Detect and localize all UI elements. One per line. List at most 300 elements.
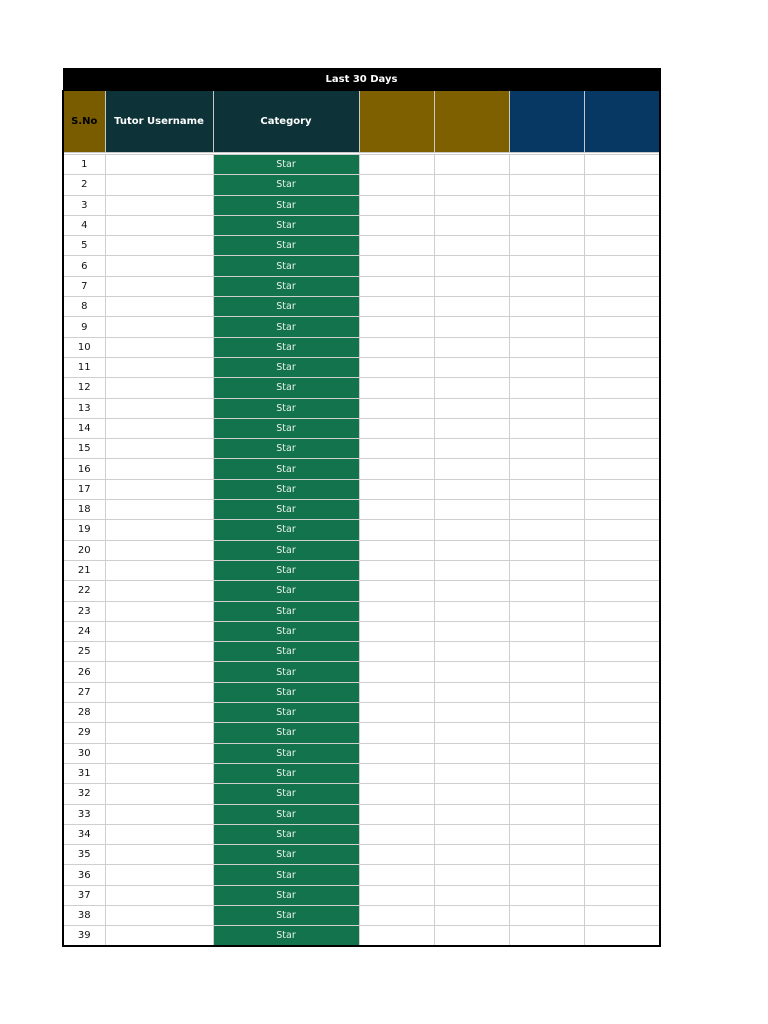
table-row (63, 215, 660, 235)
cell-category[interactable]: Star (213, 540, 359, 560)
cell-tutor-username[interactable] (105, 215, 213, 235)
cell-col-6[interactable] (509, 337, 584, 357)
cell-col-5[interactable] (434, 743, 509, 763)
cell-category[interactable]: Star (213, 357, 359, 377)
header-blue-1[interactable] (509, 91, 584, 153)
cell-col-6[interactable] (509, 175, 584, 195)
cell-tutor-username[interactable] (105, 682, 213, 702)
cell-category[interactable]: Star (213, 418, 359, 438)
cell-tutor-username[interactable] (105, 601, 213, 621)
cell-col-5[interactable] (434, 784, 509, 804)
cell-category[interactable]: Star (213, 621, 359, 641)
cell-sno[interactable]: 17 (63, 479, 105, 499)
cell-category[interactable]: Star (213, 256, 359, 276)
cell-tutor-username[interactable] (105, 865, 213, 885)
cell-tutor-username[interactable] (105, 195, 213, 215)
cell-category[interactable]: Star (213, 865, 359, 885)
cell-col-5[interactable] (434, 723, 509, 743)
cell-col-7[interactable] (584, 763, 660, 783)
cell-col-7[interactable] (584, 905, 660, 925)
cell-sno[interactable]: 36 (63, 865, 105, 885)
cell-col-4[interactable] (359, 926, 434, 946)
cell-category[interactable]: Star (213, 804, 359, 824)
cell-tutor-username[interactable] (105, 905, 213, 925)
cell-col-6[interactable] (509, 703, 584, 723)
cell-col-7[interactable] (584, 479, 660, 499)
cell-sno[interactable]: 38 (63, 905, 105, 925)
cell-col-4[interactable] (359, 439, 434, 459)
cell-col-4[interactable] (359, 784, 434, 804)
cell-col-4[interactable] (359, 642, 434, 662)
cell-sno[interactable]: 4 (63, 215, 105, 235)
cell-col-6[interactable] (509, 317, 584, 337)
cell-category[interactable]: Star (213, 743, 359, 763)
cell-col-4[interactable] (359, 215, 434, 235)
cell-col-5[interactable] (434, 357, 509, 377)
cell-category[interactable]: Star (213, 459, 359, 479)
cell-col-5[interactable] (434, 926, 509, 946)
cell-col-6[interactable] (509, 763, 584, 783)
header-gold-2[interactable] (434, 91, 509, 153)
cell-col-6[interactable] (509, 784, 584, 804)
header-sno[interactable]: S.No (63, 91, 105, 153)
cell-col-4[interactable] (359, 155, 434, 175)
cell-col-5[interactable] (434, 621, 509, 641)
cell-tutor-username[interactable] (105, 763, 213, 783)
cell-col-7[interactable] (584, 317, 660, 337)
cell-col-5[interactable] (434, 479, 509, 499)
cell-category[interactable]: Star (213, 824, 359, 844)
table-row (63, 439, 660, 459)
cell-col-7[interactable] (584, 642, 660, 662)
cell-col-5[interactable] (434, 703, 509, 723)
cell-category[interactable]: Star (213, 926, 359, 946)
cell-category[interactable]: Star (213, 500, 359, 520)
cell-category[interactable]: Star (213, 276, 359, 296)
cell-sno[interactable]: 35 (63, 845, 105, 865)
cell-category[interactable]: Star (213, 337, 359, 357)
cell-col-6[interactable] (509, 357, 584, 377)
cell-col-6[interactable] (509, 926, 584, 946)
cell-sno[interactable]: 9 (63, 317, 105, 337)
cell-sno[interactable]: 33 (63, 804, 105, 824)
cell-col-4[interactable] (359, 317, 434, 337)
cell-col-5[interactable] (434, 418, 509, 438)
cell-col-6[interactable] (509, 601, 584, 621)
cell-col-5[interactable] (434, 256, 509, 276)
cell-col-4[interactable] (359, 763, 434, 783)
cell-col-6[interactable] (509, 865, 584, 885)
cell-col-4[interactable] (359, 581, 434, 601)
cell-tutor-username[interactable] (105, 459, 213, 479)
cell-col-7[interactable] (584, 703, 660, 723)
cell-col-7[interactable] (584, 520, 660, 540)
cell-category[interactable]: Star (213, 398, 359, 418)
cell-col-5[interactable] (434, 398, 509, 418)
cell-col-5[interactable] (434, 297, 509, 317)
cell-tutor-username[interactable] (105, 824, 213, 844)
cell-col-6[interactable] (509, 743, 584, 763)
cell-col-5[interactable] (434, 155, 509, 175)
cell-sno[interactable]: 10 (63, 337, 105, 357)
cell-col-7[interactable] (584, 500, 660, 520)
cell-col-5[interactable] (434, 459, 509, 479)
cell-sno[interactable]: 27 (63, 682, 105, 702)
table-row (63, 621, 660, 641)
cell-col-7[interactable] (584, 418, 660, 438)
cell-tutor-username[interactable] (105, 926, 213, 946)
cell-category[interactable]: Star (213, 439, 359, 459)
cell-col-5[interactable] (434, 763, 509, 783)
cell-col-6[interactable] (509, 256, 584, 276)
cell-category[interactable]: Star (213, 703, 359, 723)
cell-sno[interactable]: 21 (63, 560, 105, 580)
cell-col-6[interactable] (509, 824, 584, 844)
cell-col-7[interactable] (584, 784, 660, 804)
cell-col-7[interactable] (584, 865, 660, 885)
table-row (63, 703, 660, 723)
cell-col-6[interactable] (509, 195, 584, 215)
table-row (63, 175, 660, 195)
cell-tutor-username[interactable] (105, 703, 213, 723)
cell-tutor-username[interactable] (105, 845, 213, 865)
cell-sno[interactable]: 18 (63, 500, 105, 520)
header-gold-1[interactable] (359, 91, 434, 153)
cell-col-6[interactable] (509, 804, 584, 824)
cell-tutor-username[interactable] (105, 804, 213, 824)
table-row (63, 276, 660, 296)
cell-tutor-username[interactable] (105, 581, 213, 601)
cell-col-5[interactable] (434, 540, 509, 560)
cell-col-6[interactable] (509, 459, 584, 479)
cell-col-4[interactable] (359, 378, 434, 398)
cell-col-4[interactable] (359, 845, 434, 865)
cell-col-6[interactable] (509, 276, 584, 296)
table-row (63, 378, 660, 398)
table-row (63, 763, 660, 783)
cell-col-5[interactable] (434, 642, 509, 662)
header-blue-2[interactable] (584, 91, 660, 153)
cell-category[interactable]: Star (213, 601, 359, 621)
table-row (63, 479, 660, 499)
cell-tutor-username[interactable] (105, 236, 213, 256)
cell-col-6[interactable] (509, 845, 584, 865)
cell-col-4[interactable] (359, 337, 434, 357)
cell-col-5[interactable] (434, 601, 509, 621)
cell-category[interactable]: Star (213, 763, 359, 783)
cell-sno[interactable]: 8 (63, 297, 105, 317)
cell-category[interactable]: Star (213, 297, 359, 317)
cell-tutor-username[interactable] (105, 479, 213, 499)
cell-tutor-username[interactable] (105, 337, 213, 357)
cell-col-5[interactable] (434, 236, 509, 256)
cell-sno[interactable]: 12 (63, 378, 105, 398)
cell-tutor-username[interactable] (105, 418, 213, 438)
cell-col-7[interactable] (584, 175, 660, 195)
cell-category[interactable]: Star (213, 215, 359, 235)
cell-col-5[interactable] (434, 865, 509, 885)
cell-sno[interactable]: 39 (63, 926, 105, 946)
cell-col-4[interactable] (359, 520, 434, 540)
cell-sno[interactable]: 2 (63, 175, 105, 195)
cell-sno[interactable]: 11 (63, 357, 105, 377)
cell-col-7[interactable] (584, 276, 660, 296)
cell-col-7[interactable] (584, 236, 660, 256)
cell-col-6[interactable] (509, 723, 584, 743)
cell-col-6[interactable] (509, 682, 584, 702)
cell-tutor-username[interactable] (105, 723, 213, 743)
cell-category[interactable]: Star (213, 520, 359, 540)
cell-tutor-username[interactable] (105, 439, 213, 459)
cell-col-5[interactable] (434, 175, 509, 195)
cell-sno[interactable]: 31 (63, 763, 105, 783)
cell-col-5[interactable] (434, 215, 509, 235)
table-row (63, 560, 660, 580)
cell-col-7[interactable] (584, 743, 660, 763)
cell-col-6[interactable] (509, 621, 584, 641)
cell-col-7[interactable] (584, 581, 660, 601)
cell-col-5[interactable] (434, 885, 509, 905)
cell-col-7[interactable] (584, 256, 660, 276)
cell-col-7[interactable] (584, 357, 660, 377)
cell-col-4[interactable] (359, 621, 434, 641)
cell-tutor-username[interactable] (105, 784, 213, 804)
cell-col-6[interactable] (509, 885, 584, 905)
cell-sno[interactable]: 28 (63, 703, 105, 723)
cell-col-6[interactable] (509, 236, 584, 256)
cell-sno[interactable]: 13 (63, 398, 105, 418)
cell-sno[interactable]: 5 (63, 236, 105, 256)
cell-col-4[interactable] (359, 601, 434, 621)
cell-sno[interactable]: 3 (63, 195, 105, 215)
cell-tutor-username[interactable] (105, 520, 213, 540)
cell-col-6[interactable] (509, 662, 584, 682)
cell-sno[interactable]: 26 (63, 662, 105, 682)
cell-col-7[interactable] (584, 560, 660, 580)
cell-category[interactable]: Star (213, 784, 359, 804)
cell-category[interactable]: Star (213, 662, 359, 682)
cell-col-5[interactable] (434, 662, 509, 682)
cell-col-5[interactable] (434, 378, 509, 398)
cell-tutor-username[interactable] (105, 297, 213, 317)
cell-category[interactable]: Star (213, 560, 359, 580)
table-row (63, 317, 660, 337)
cell-col-7[interactable] (584, 398, 660, 418)
cell-col-6[interactable] (509, 479, 584, 499)
cell-col-7[interactable] (584, 885, 660, 905)
cell-col-5[interactable] (434, 824, 509, 844)
cell-category[interactable]: Star (213, 642, 359, 662)
cell-col-4[interactable] (359, 175, 434, 195)
cell-tutor-username[interactable] (105, 317, 213, 337)
cell-col-4[interactable] (359, 256, 434, 276)
cell-col-7[interactable] (584, 459, 660, 479)
cell-col-4[interactable] (359, 743, 434, 763)
cell-sno[interactable]: 34 (63, 824, 105, 844)
cell-col-6[interactable] (509, 378, 584, 398)
cell-col-4[interactable] (359, 703, 434, 723)
cell-col-5[interactable] (434, 845, 509, 865)
cell-col-6[interactable] (509, 297, 584, 317)
table-row (63, 155, 660, 175)
cell-category[interactable]: Star (213, 581, 359, 601)
header-category[interactable]: Category (213, 91, 359, 153)
cell-tutor-username[interactable] (105, 621, 213, 641)
cell-tutor-username[interactable] (105, 662, 213, 682)
cell-col-4[interactable] (359, 236, 434, 256)
cell-sno[interactable]: 19 (63, 520, 105, 540)
cell-col-4[interactable] (359, 540, 434, 560)
cell-tutor-username[interactable] (105, 743, 213, 763)
cell-col-4[interactable] (359, 723, 434, 743)
table-row (63, 520, 660, 540)
cell-sno[interactable]: 6 (63, 256, 105, 276)
table-row (63, 642, 660, 662)
cell-col-4[interactable] (359, 479, 434, 499)
cell-tutor-username[interactable] (105, 155, 213, 175)
cell-tutor-username[interactable] (105, 885, 213, 905)
cell-col-5[interactable] (434, 439, 509, 459)
cell-category[interactable]: Star (213, 236, 359, 256)
cell-col-5[interactable] (434, 905, 509, 925)
cell-col-6[interactable] (509, 642, 584, 662)
cell-col-4[interactable] (359, 500, 434, 520)
cell-tutor-username[interactable] (105, 357, 213, 377)
cell-category[interactable]: Star (213, 723, 359, 743)
cell-tutor-username[interactable] (105, 642, 213, 662)
cell-col-6[interactable] (509, 398, 584, 418)
cell-col-4[interactable] (359, 560, 434, 580)
cell-col-7[interactable] (584, 439, 660, 459)
cell-col-6[interactable] (509, 439, 584, 459)
header-tutor-username[interactable]: Tutor Username (105, 91, 213, 153)
cell-col-4[interactable] (359, 865, 434, 885)
cell-col-6[interactable] (509, 520, 584, 540)
cell-col-5[interactable] (434, 276, 509, 296)
cell-sno[interactable]: 25 (63, 642, 105, 662)
cell-col-4[interactable] (359, 418, 434, 438)
cell-col-4[interactable] (359, 398, 434, 418)
table-row (63, 885, 660, 905)
cell-category[interactable]: Star (213, 155, 359, 175)
cell-sno[interactable]: 1 (63, 155, 105, 175)
cell-tutor-username[interactable] (105, 378, 213, 398)
cell-col-4[interactable] (359, 297, 434, 317)
cell-category[interactable]: Star (213, 378, 359, 398)
cell-category[interactable]: Star (213, 175, 359, 195)
cell-tutor-username[interactable] (105, 175, 213, 195)
cell-col-7[interactable] (584, 195, 660, 215)
cell-col-7[interactable] (584, 804, 660, 824)
cell-tutor-username[interactable] (105, 276, 213, 296)
cell-col-5[interactable] (434, 317, 509, 337)
cell-col-4[interactable] (359, 195, 434, 215)
cell-tutor-username[interactable] (105, 398, 213, 418)
cell-col-6[interactable] (509, 560, 584, 580)
cell-col-7[interactable] (584, 215, 660, 235)
cell-col-5[interactable] (434, 581, 509, 601)
cell-col-5[interactable] (434, 337, 509, 357)
cell-sno[interactable]: 14 (63, 418, 105, 438)
cell-col-4[interactable] (359, 357, 434, 377)
cell-col-7[interactable] (584, 845, 660, 865)
cell-category[interactable]: Star (213, 479, 359, 499)
cell-category[interactable]: Star (213, 682, 359, 702)
cell-col-6[interactable] (509, 418, 584, 438)
cell-col-4[interactable] (359, 824, 434, 844)
cell-sno[interactable]: 32 (63, 784, 105, 804)
cell-col-7[interactable] (584, 621, 660, 641)
cell-col-6[interactable] (509, 215, 584, 235)
cell-tutor-username[interactable] (105, 560, 213, 580)
cell-col-5[interactable] (434, 560, 509, 580)
cell-sno[interactable]: 16 (63, 459, 105, 479)
cell-col-6[interactable] (509, 905, 584, 925)
table-row (63, 398, 660, 418)
cell-col-7[interactable] (584, 601, 660, 621)
cell-col-7[interactable] (584, 378, 660, 398)
cell-col-4[interactable] (359, 905, 434, 925)
cell-col-6[interactable] (509, 581, 584, 601)
cell-sno[interactable]: 24 (63, 621, 105, 641)
cell-category[interactable]: Star (213, 195, 359, 215)
table-body (63, 155, 660, 947)
cell-col-5[interactable] (434, 804, 509, 824)
cell-col-5[interactable] (434, 520, 509, 540)
cell-sno[interactable]: 15 (63, 439, 105, 459)
cell-category[interactable]: Star (213, 905, 359, 925)
cell-category[interactable]: Star (213, 885, 359, 905)
cell-sno[interactable]: 30 (63, 743, 105, 763)
table-row (63, 845, 660, 865)
cell-col-5[interactable] (434, 195, 509, 215)
cell-col-7[interactable] (584, 337, 660, 357)
cell-sno[interactable]: 20 (63, 540, 105, 560)
table-row (63, 195, 660, 215)
cell-col-6[interactable] (509, 540, 584, 560)
cell-col-7[interactable] (584, 926, 660, 946)
cell-tutor-username[interactable] (105, 540, 213, 560)
cell-col-7[interactable] (584, 682, 660, 702)
cell-col-4[interactable] (359, 276, 434, 296)
cell-col-4[interactable] (359, 804, 434, 824)
cell-sno[interactable]: 22 (63, 581, 105, 601)
cell-col-6[interactable] (509, 155, 584, 175)
cell-sno[interactable]: 23 (63, 601, 105, 621)
cell-col-4[interactable] (359, 459, 434, 479)
cell-col-4[interactable] (359, 682, 434, 702)
cell-category[interactable]: Star (213, 845, 359, 865)
cell-sno[interactable]: 29 (63, 723, 105, 743)
cell-col-7[interactable] (584, 155, 660, 175)
cell-col-7[interactable] (584, 297, 660, 317)
tutor-table (62, 68, 661, 947)
cell-tutor-username[interactable] (105, 500, 213, 520)
cell-col-5[interactable] (434, 500, 509, 520)
cell-tutor-username[interactable] (105, 256, 213, 276)
cell-col-5[interactable] (434, 682, 509, 702)
cell-col-7[interactable] (584, 662, 660, 682)
cell-col-4[interactable] (359, 885, 434, 905)
cell-col-4[interactable] (359, 662, 434, 682)
cell-category[interactable]: Star (213, 317, 359, 337)
cell-col-7[interactable] (584, 540, 660, 560)
cell-col-7[interactable] (584, 824, 660, 844)
cell-col-7[interactable] (584, 723, 660, 743)
cell-sno[interactable]: 7 (63, 276, 105, 296)
cell-sno[interactable]: 37 (63, 885, 105, 905)
cell-col-6[interactable] (509, 500, 584, 520)
